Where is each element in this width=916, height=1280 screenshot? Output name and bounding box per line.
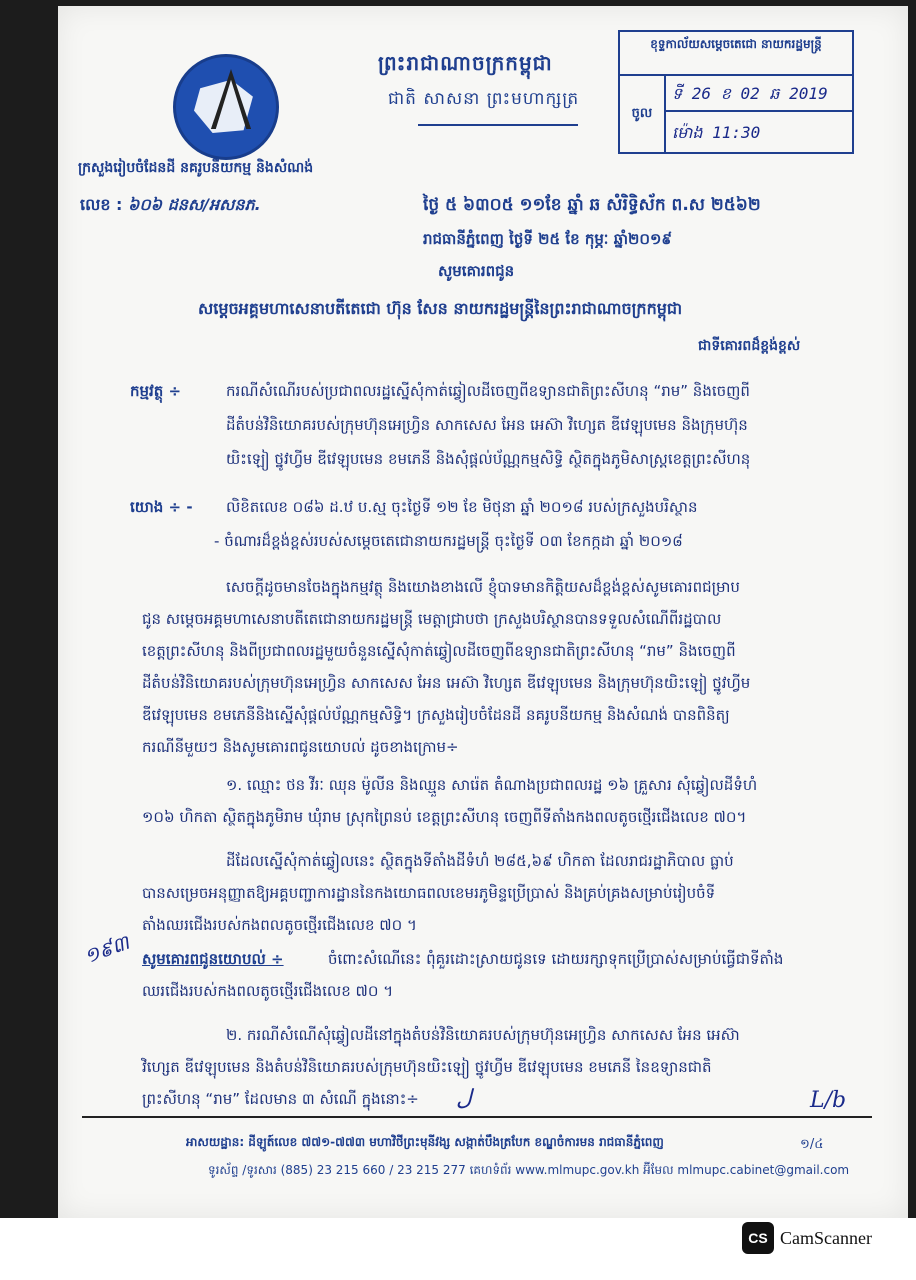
- body-line: ជូន សម្តេចអគ្គមហាសេនាបតីតេជោនាយករដ្ឋមន្ត្រី មេត្តាជ្រាបថា ក្រសួងបរិស្ថានបានទទួលសំណើពីរដ្ឋបាល: [142, 610, 722, 628]
- item2-line: វិហ្សេត ឌីវេឡុបមេន និងតំបន់វិនិយោគរបស់ក្រុមហ៊ុនយិះឡៀ ថ្នូវហ្វីម ឌីវេឡុបមេន ខមភេនី នៃឧទ្យានជាតិ: [142, 1058, 712, 1076]
- document-page: [58, 6, 908, 1218]
- lunar-date: ថ្ងៃ ៥ ៦៣០៥ ១១ខែ ឆ្នាំ ឆ សំរិទ្ធិស័ក ព.ស ២៥៦២: [423, 195, 761, 215]
- opinion-label: សូមគោរពជូនយោបល់ ÷: [142, 950, 284, 968]
- stamp-title: ខុទ្ទកាល័យសម្តេចតេជោ នាយករដ្ឋមន្ត្រី: [620, 32, 852, 76]
- subject-label: កម្មវត្ថុ ÷: [130, 382, 182, 400]
- handwritten-note: ១៩៣: [80, 929, 133, 969]
- subject-line: យិះឡៀ ថ្នូវហ្វីម ឌីវេឡុបមេន ខមភេនី និងសុំផ្តល់ប័ណ្ណកម្មសិទ្ធិ ស្ថិតក្នុងភូមិសាស្ត្រខេត្តព្រះសីហនុ: [226, 450, 751, 468]
- subject-line: ករណីសំណើរបស់ប្រជាពលរដ្ឋស្នើសុំកាត់ឆ្វៀលដីចេញពីឧទ្យានជាតិព្រះសីហនុ “រាម” និងចេញពី: [226, 382, 750, 400]
- received-stamp: [618, 30, 854, 154]
- body-line: ខេត្តព្រះសីហនុ និងពីប្រជាពលរដ្ឋមួយចំនួនស្នើសុំកាត់ឆ្វៀលដីចេញពីឧទ្យានជាតិព្រះសីហនុ “រាម” និងចេញពី: [142, 642, 736, 660]
- item1-line: បានសម្រេចអនុញ្ញាតឱ្យអគ្គបញ្ជាការដ្ឋាននៃកងយោធពលខេមរភូមិន្ទប្រើប្រាស់ និងគ្រប់គ្រងសម្រាប់រៀបចំទី: [142, 884, 716, 902]
- handwritten-initial: L/b: [810, 1088, 847, 1113]
- addressee: សម្តេចអគ្គមហាសេនាបតីតេជោ ហ៊ុន សែន នាយករដ្ឋមន្ត្រីនៃព្រះរាជាណាចក្រកម្ពុជា: [198, 299, 683, 318]
- camscanner-icon: CS: [742, 1222, 774, 1254]
- stamp-received-time: ម៉ោង 11:30: [672, 123, 761, 142]
- camscanner-brand: CamScanner: [780, 1227, 872, 1248]
- opinion-line: ឈរជើងរបស់កងពលតូចថ្មើរជើងលេខ ៧០ ។: [142, 982, 394, 1000]
- stamp-side-label: ចូល: [620, 76, 666, 152]
- item1-line: តាំងឈរជើងរបស់កងពលតូចថ្មើរជើងលេខ ៧០ ។: [142, 916, 417, 934]
- camscanner-watermark: [742, 1222, 872, 1254]
- reference-label: យោង ÷ -: [130, 498, 193, 516]
- item1-line: ១០៦ ហិកតា ស្ថិតក្នុងភូមិរាម ឃុំរាម ស្រុកព្រៃនប់ ខេត្តព្រះសីហនុ ចេញពីទីតាំងកងពលតូចថ្មើរជើងលេខ ៧០។: [142, 808, 747, 826]
- kingdom-heading: ព្រះរាជាណាចក្រកម្ពុជា: [378, 51, 553, 75]
- addressee-rank: ជាទីគោរពដ៏ខ្ពង់ខ្ពស់: [698, 338, 801, 354]
- national-motto: ជាតិ សាសនា ព្រះមហាក្សត្រ: [388, 89, 580, 109]
- body-line: សេចក្តីដូចមានចែងក្នុងកម្មវត្ថុ និងយោងខាងលើ ខ្ញុំបាទមានកិត្តិយសដ៏ខ្ពង់ខ្ពស់សូមគោរពជម្រាប: [226, 578, 740, 596]
- body-line: ករណីនីមួយៗ និងសូមគោរពជូនយោបល់ ដូចខាងក្រោម÷: [142, 738, 459, 756]
- reference-number: [80, 194, 261, 218]
- item2-line: ព្រះសីហនុ “រាម” ដែលមាន ៣ សំណើ ក្នុងនោះ÷: [142, 1090, 419, 1108]
- body-line: ដីតំបន់វិនិយោគរបស់ក្រុមហ៊ុនអេហ្វ្រិន សាកសេស អែន អេស៊ា វិហ្សេត ឌីវេឡុបមេន និងក្រុមហ៊ុនយិះឡៀ ថ្នូវហ្វីម: [142, 674, 751, 692]
- subject-line: ដីតំបន់វិនិយោគរបស់ក្រុមហ៊ុនអេហ្វ្រិន សាកសេស អែន អេស៊ា វិហ្សេត ឌីវេឡុបមេន និងក្រុមហ៊ុន: [226, 416, 748, 434]
- ministry-logo: [173, 54, 279, 160]
- page-number: ១/៤: [800, 1137, 824, 1152]
- footer-divider: [82, 1116, 872, 1118]
- item2-line: ២. ករណីសំណើសុំឆ្វៀលដីនៅក្នុងតំបន់វិនិយោគរបស់ក្រុមហ៊ុនអេហ្វ្រិន សាកសេស អែន អេស៊ា: [226, 1026, 740, 1044]
- item1-line: ១. ឈ្មោះ ថន វីរៈ ឈុន ម៉ូលីន និងឈ្មួន សារ៉េត តំណាងប្រជាពលរដ្ឋ ១៦ គ្រួសារ សុំឆ្វៀលដីទំហំ: [226, 776, 758, 794]
- reference-item-text: ចំណារដ៏ខ្ពង់ខ្ពស់របស់សម្តេចតេជោនាយករដ្ឋមន្ត្រី ចុះថ្ងៃទី ០៣ ខែកក្កដា ឆ្នាំ ២០១៨: [224, 532, 683, 550]
- handwritten-initial: ﻝ: [456, 1086, 472, 1111]
- stamp-received-number: ទី 26 ខ 02 ឆ 2019: [666, 76, 852, 112]
- item1-line: ដីដែលស្នើសុំកាត់ឆ្វៀលនេះ ស្ថិតក្នុងទីតាំងដីទំហំ ២៨៥,៦៩ ហិកតា ដែលរាជរដ្ឋាភិបាល ធ្លាប់: [226, 852, 734, 870]
- footer-address: អាសយដ្ឋាន: ដីឡូត៍លេខ ៧៧១-៧៧៣ មហាវិថីព្រះមុនីវង្ស សង្កាត់បឹងត្របែក ខណ្ឌចំការមន រាជធានីភ្នំពេញ: [186, 1135, 664, 1149]
- reference-item: លិខិតលេខ ០៨៦ ដ.ឋ ប.ស្ម ចុះថ្ងៃទី ១២ ខែ មិថុនា ឆ្នាំ ២០១៨ របស់ក្រសួងបរិស្ថាន: [226, 498, 698, 516]
- respect-line: សូមគោរពជូន: [438, 262, 515, 280]
- ornament-divider: [418, 124, 578, 126]
- opinion-line: ចំពោះសំណើនេះ ពុំគួរដោះស្រាយជូនទេ ដោយរក្សាទុកប្រើប្រាស់សម្រាប់ធ្វើជាទីតាំង: [328, 950, 784, 968]
- ref-value: ៦០៦ ដនស/អសនភ.: [128, 195, 261, 214]
- footer-contact: ទូរស័ព្ទ /ទូរសារ (885) 23 215 660 / 23 215 277 គេហទំព័រ www.mlmupc.gov.kh អ៊ីមែល mlmupc.cabinet@gmail.com: [208, 1163, 850, 1177]
- ref-label: លេខ :: [80, 195, 123, 214]
- ministry-name: ក្រសួងរៀបចំដែនដី នគរូបនីយកម្ម និងសំណង់: [78, 160, 314, 176]
- body-line: ឌីវេឡុបមេន ខមភេនីនិងស្នើសុំផ្តល់ប័ណ្ណកម្មសិទ្ធិ។ ក្រសួងរៀបចំដែនដី នគរូបនីយកម្ម និងសំណង់ បានពិនិត្យ: [142, 706, 730, 724]
- reference-item: - ចំណារដ៏ខ្ពង់ខ្ពស់របស់សម្តេចតេជោនាយករដ្ឋមន្ត្រី ចុះថ្ងៃទី ០៣ ខែកក្កដា ឆ្នាំ ២០១៨: [214, 532, 683, 550]
- solar-date: រាជធានីភ្នំពេញ ថ្ងៃទី ២៥ ខែ កុម្ភៈ ឆ្នាំ២០១៩: [423, 230, 672, 248]
